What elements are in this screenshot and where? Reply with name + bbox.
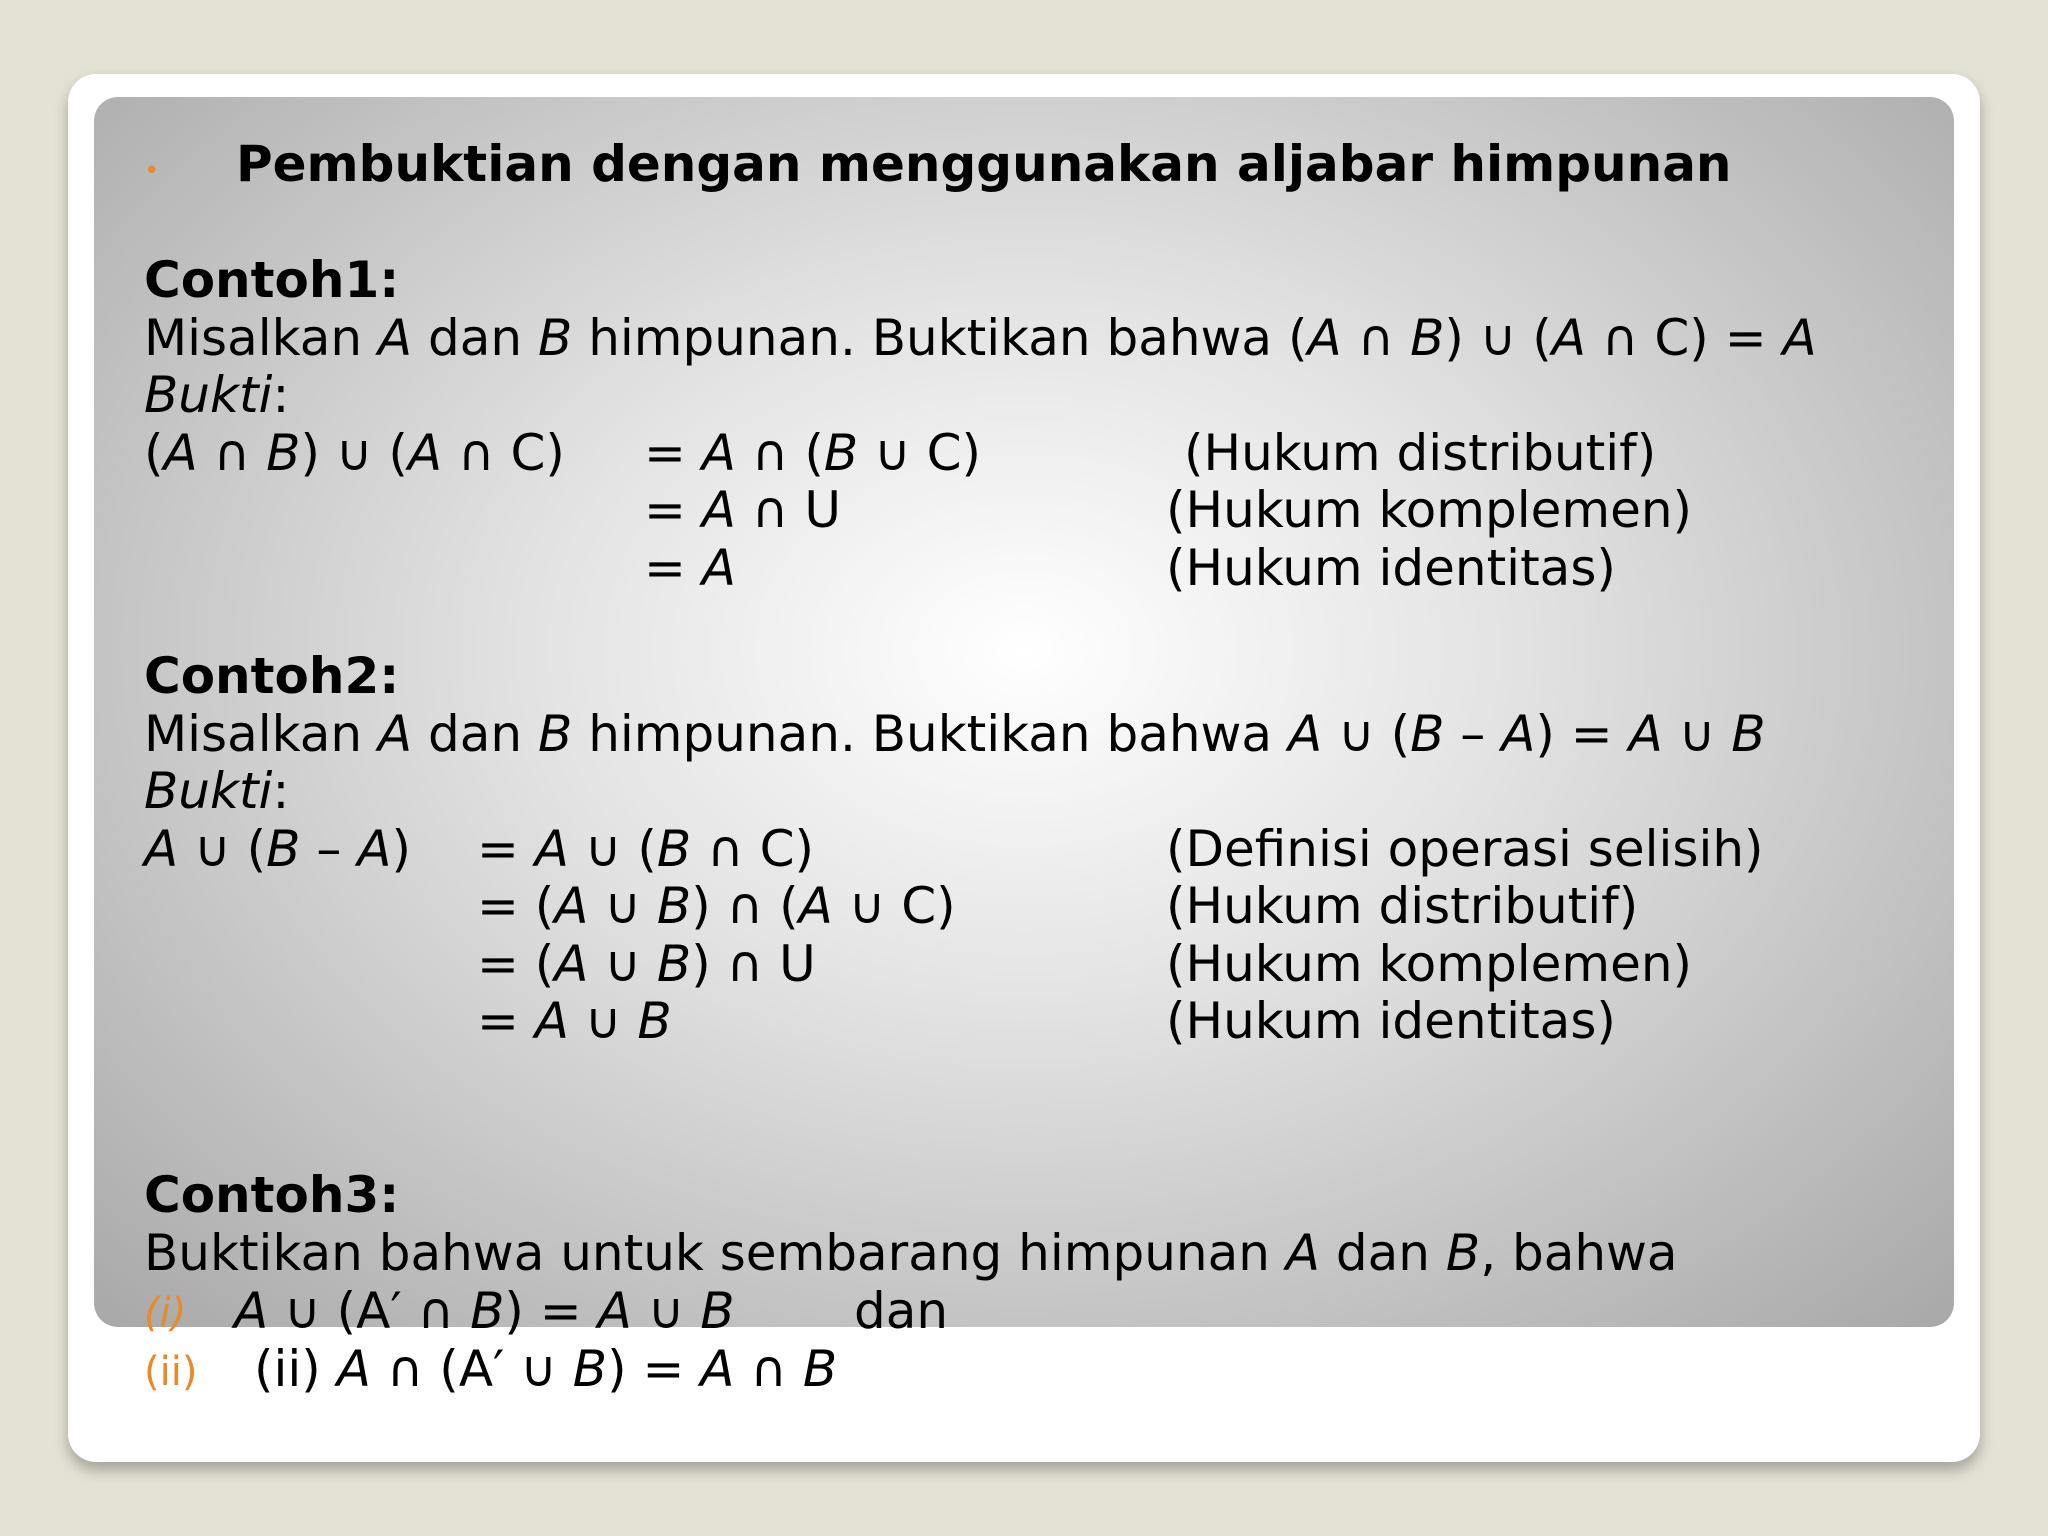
ex3-item2-seg-2: ∩ (A′ ∪ — [370, 1340, 573, 1398]
ex1-title: Contoh1: — [144, 251, 400, 309]
ex1-step-1-expr-seg-4: ∪ C) — [858, 424, 982, 482]
ex1-statement-seg-1: A — [377, 309, 413, 367]
ex3-statement-seg-2: dan — [1320, 1224, 1446, 1282]
ex1-lhs — [144, 424, 565, 482]
bullet-icon: • — [144, 156, 160, 186]
ex2-step-4-expr — [477, 992, 672, 1050]
ex2-step-4-expr-seg-3: B — [637, 992, 672, 1050]
ex2-statement-seg-8: – — [1444, 705, 1502, 763]
ex1-step-2-expr-seg-2: ∩ U — [736, 481, 841, 539]
ex2-step-3-expr — [477, 935, 816, 993]
ex1-step-1-expr-seg-0: = — [644, 424, 702, 482]
ex2-step-1-expr-seg-1: A — [534, 820, 570, 878]
ex2-step-3-expr-seg-1: A — [554, 935, 589, 993]
ex2-statement — [144, 705, 1766, 763]
ex1-step-2-expr-seg-0: = — [644, 481, 702, 539]
ex3-statement-seg-1: A — [1285, 1224, 1321, 1282]
ex2-title: Contoh2: — [144, 647, 400, 705]
ex1-statement-seg-11: A — [1782, 309, 1817, 367]
ex3-item1-seg-6: B — [700, 1282, 735, 1340]
ex1-statement-seg-0: Misalkan — [144, 309, 378, 367]
ex2-step-2-expr-seg-4: ) ∩ ( — [691, 877, 799, 935]
ex2-step-2-expr-seg-1: A — [554, 877, 589, 935]
ex1-step-3-expr-seg-0: = — [644, 539, 702, 597]
ex2-statement-seg-3: B — [538, 705, 573, 763]
ex3-item1-suffix: dan — [854, 1282, 949, 1340]
ex3-item1-seg-5: ∪ — [631, 1282, 701, 1340]
ex2-step-1-expr-seg-2: ∪ ( — [569, 820, 657, 878]
ex2-statement-seg-1: A — [377, 705, 413, 763]
ex3-statement-seg-0: Buktikan bahwa untuk sembarang himpunan — [144, 1224, 1286, 1282]
ex2-statement-seg-2: dan — [412, 705, 538, 763]
ex3-item2-seg-5: A — [700, 1340, 735, 1398]
ex2-lhs-seg-1: ∪ ( — [178, 820, 267, 878]
ex1-step-1-expr-seg-2: ∩ ( — [736, 424, 824, 482]
ex3-item1-seg-3: ) = — [504, 1282, 598, 1340]
ex2-step-4-expr-seg-1: A — [534, 992, 570, 1050]
ex2-statement-seg-11: A — [1628, 705, 1663, 763]
ex2-statement-seg-13: B — [1731, 705, 1766, 763]
ex1-proof-label-seg-0: Bukti — [144, 366, 273, 424]
ex3-item1-seg-0: A — [234, 1282, 269, 1340]
ex3-statement — [144, 1224, 1678, 1282]
ex2-step-2-reason: (Hukum distributif) — [1166, 877, 1639, 935]
ex2-proof-label-seg-1: : — [272, 762, 290, 820]
ex2-statement-seg-7: B — [1410, 705, 1445, 763]
ex1-statement — [144, 309, 1817, 367]
ex2-step-3-expr-seg-3: B — [656, 935, 692, 993]
ex2-step-2-expr-seg-5: A — [798, 877, 833, 935]
ex3-item2-marker: (ii) — [144, 1349, 198, 1395]
ex3-statement-seg-4: , bahwa — [1480, 1224, 1678, 1282]
ex2-step-1-expr — [477, 820, 815, 878]
ex1-step-2-expr-seg-1: A — [701, 481, 737, 539]
ex2-proof-label — [144, 762, 290, 820]
ex1-statement-seg-5: A — [1307, 309, 1342, 367]
ex2-statement-seg-9: A — [1501, 705, 1536, 763]
ex1-step-2-expr — [644, 481, 841, 539]
ex2-step-1-expr-seg-4: ∩ C) — [691, 820, 815, 878]
ex1-step-3-reason: (Hukum identitas) — [1166, 539, 1616, 597]
ex1-step-1-expr-seg-3: B — [823, 424, 859, 482]
ex2-lhs-seg-0: A — [144, 820, 179, 878]
ex2-step-4-expr-seg-2: ∪ — [569, 992, 638, 1050]
ex2-lhs-seg-5: ) — [391, 820, 411, 878]
ex3-item2-seg-7: B — [802, 1340, 838, 1398]
ex1-step-1-reason: (Hukum distributif) — [1184, 424, 1657, 482]
ex1-statement-seg-3: B — [538, 309, 573, 367]
ex2-statement-seg-10: ) = — [1535, 705, 1629, 763]
ex2-statement-seg-0: Misalkan — [144, 705, 378, 763]
ex2-step-1-reason: (Definisi operasi selisih) — [1166, 820, 1764, 878]
ex2-step-2-expr-seg-6: ∪ C) — [832, 877, 956, 935]
ex2-step-3-reason: (Hukum komplemen) — [1166, 935, 1693, 993]
ex2-proof-label-seg-0: Bukti — [144, 762, 273, 820]
ex2-step-2-expr-seg-0: = ( — [477, 877, 555, 935]
ex1-step-3-expr — [644, 539, 737, 597]
ex1-step-2-reason: (Hukum komplemen) — [1166, 481, 1693, 539]
ex2-statement-seg-5: A — [1287, 705, 1323, 763]
ex1-statement-seg-4: himpunan. Buktikan bahwa ( — [572, 309, 1308, 367]
ex3-item1-seg-1: ∪ (A′ ∩ — [268, 1282, 471, 1340]
ex2-lhs-seg-2: B — [266, 820, 301, 878]
ex3-item1 — [234, 1282, 735, 1340]
ex1-lhs-seg-6: ∩ C) — [442, 424, 565, 482]
ex2-statement-seg-4: himpunan. Buktikan bahwa — [572, 705, 1288, 763]
ex3-title: Contoh3: — [144, 1166, 400, 1224]
ex2-step-4-reason: (Hukum identitas) — [1166, 992, 1616, 1050]
ex2-step-3-expr-seg-0: = ( — [477, 935, 555, 993]
ex1-lhs-seg-4: ) ∪ ( — [300, 424, 408, 482]
ex1-proof-label — [144, 366, 290, 424]
ex1-statement-seg-2: dan — [412, 309, 538, 367]
ex3-item1-seg-2: B — [470, 1282, 505, 1340]
ex1-proof-label-seg-1: : — [272, 366, 290, 424]
ex2-step-2-expr-seg-2: ∪ — [588, 877, 657, 935]
ex2-step-3-expr-seg-2: ∪ — [588, 935, 657, 993]
ex2-step-1-expr-seg-3: B — [656, 820, 692, 878]
ex1-statement-seg-8: ) ∪ ( — [1444, 309, 1552, 367]
ex1-lhs-seg-3: B — [266, 424, 301, 482]
ex3-item2-seg-6: ∩ — [734, 1340, 803, 1398]
ex3-statement-seg-3: B — [1445, 1224, 1481, 1282]
ex1-lhs-seg-5: A — [407, 424, 443, 482]
ex2-step-4-expr-seg-0: = — [477, 992, 535, 1050]
ex1-statement-seg-7: B — [1410, 309, 1445, 367]
ex2-step-2-expr — [477, 877, 956, 935]
ex2-statement-seg-6: ∪ ( — [1322, 705, 1411, 763]
ex2-step-1-expr-seg-0: = — [477, 820, 535, 878]
ex1-statement-seg-9: A — [1551, 309, 1587, 367]
ex2-lhs — [144, 820, 411, 878]
ex1-lhs-seg-1: A — [163, 424, 198, 482]
ex3-item2-seg-1: A — [336, 1340, 371, 1398]
ex1-step-1-expr-seg-1: A — [701, 424, 737, 482]
ex2-step-3-expr-seg-4: ) ∩ U — [691, 935, 816, 993]
ex3-item2-seg-3: B — [572, 1340, 608, 1398]
ex3-item2-seg-0: (ii) — [254, 1340, 337, 1398]
ex1-statement-seg-6: ∩ — [1341, 309, 1411, 367]
ex2-lhs-seg-3: – — [300, 820, 358, 878]
ex2-statement-seg-12: ∪ — [1662, 705, 1732, 763]
ex1-lhs-seg-0: ( — [144, 424, 164, 482]
ex1-step-1-expr — [644, 424, 982, 482]
ex3-item1-seg-4: A — [597, 1282, 632, 1340]
ex2-step-2-expr-seg-3: B — [656, 877, 692, 935]
ex1-step-3-expr-seg-1: A — [701, 539, 737, 597]
ex2-lhs-seg-4: A — [357, 820, 392, 878]
ex1-statement-seg-10: ∩ C) = — [1586, 309, 1783, 367]
ex1-lhs-seg-2: ∩ — [197, 424, 267, 482]
ex3-item2 — [254, 1340, 838, 1398]
ex3-item2-seg-4: ) = — [607, 1340, 701, 1398]
slide-heading: Pembuktian dengan menggunakan aljabar himpunan — [236, 135, 1732, 193]
ex3-item1-marker: (i) — [144, 1290, 187, 1336]
